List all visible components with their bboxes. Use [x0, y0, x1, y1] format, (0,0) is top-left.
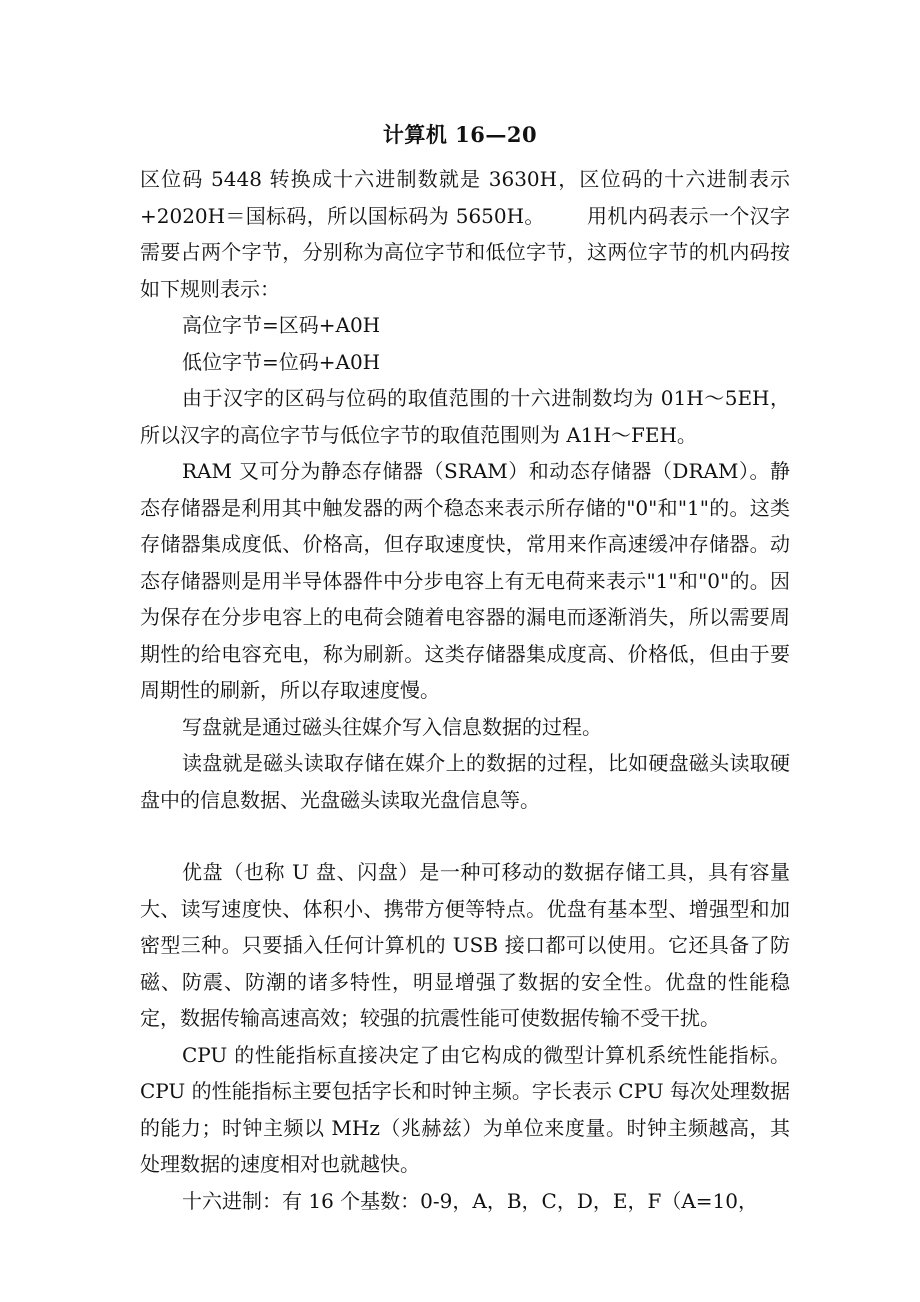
paragraph-byte-range: 由于汉字的区码与位码的取值范围的十六进制数均为 01H～5EH，所以汉字的高位字节与低位字节的取值范围则为 A1H～FEH。 [140, 386, 790, 447]
paragraph-low-byte-rule: 低位字节=位码+A0H [182, 349, 381, 374]
paragraph-disk-read: 读盘就是磁头读取存储在媒介上的数据的过程，比如硬盘磁头读取硬盘中的信息数据、光盘磁头读取光盘信息等。 [140, 751, 790, 812]
page-title: 计算机 16—20 [382, 122, 538, 147]
paragraph-text: 区位码 5448 转换成十六进制数就是 3630H，区位码的十六进制表示+2020H＝国标码，所以国标码为 5650H。 [140, 167, 790, 228]
paragraph-hexadecimal: 十六进制：有 16 个基数：0-9，A，B，C，D，E，F（A=10， [182, 1188, 758, 1213]
paragraph-usb-drive: 优盘（也称 U 盘、闪盘）是一种可移动的数据存储工具，具有容量大、读写速度快、体积小、携带方便等特点。优盘有基本型、增强型和加密型三种。只要插入任何计算机的 USB 接口都可以使用。它还具备了防磁、防震、防潮的诸多特性，明显增强了数据的安全性。优盘的性能稳定，数据传输高速高效；较强的抗震性能可使数据传输不受干扰。 [140, 860, 790, 1030]
paragraph-ram-types: RAM 又可分为静态存储器（SRAM）和动态存储器（DRAM）。静态存储器是利用其中触发器的两个稳态来表示所存储的"0"和"1"的。这类存储器集成度低、价格高，但存取速度快，常用来作高速缓冲存储器。动态存储器则是用半导体器件中分步电容上有无电荷来表示"1"和"0"的。因为保存在分步电容上的电荷会随着电容器的漏电而逐渐消失，所以需要周期性的给电容充电，称为刷新。这类存储器集成度高、价格低，但由于要周期性的刷新，所以存取速度慢。 [140, 459, 790, 702]
paragraph-disk-write: 写盘就是通过磁头往媒介写入信息数据的过程。 [182, 714, 602, 739]
paragraph-cpu-performance: CPU 的性能指标直接决定了由它构成的微型计算机系统性能指标。CPU 的性能指标主要包括字长和时钟主频。字长表示 CPU 每次处理数据的能力；时钟主频以 MHz（兆赫兹）为单位来度量。时钟主频越高，其处理数据的速度相对也就越快。 [140, 1042, 790, 1176]
paragraph-area-code-conversion [140, 161, 790, 307]
document-body [140, 161, 790, 1219]
paragraph-text: 用机内码表示一个汉字需要占两个字节，分别称为高位字节和低位字节，这两位字节的机内码按如下规则表示： [140, 203, 790, 301]
paragraph-high-byte-rule: 高位字节=区码+A0H [182, 313, 381, 337]
